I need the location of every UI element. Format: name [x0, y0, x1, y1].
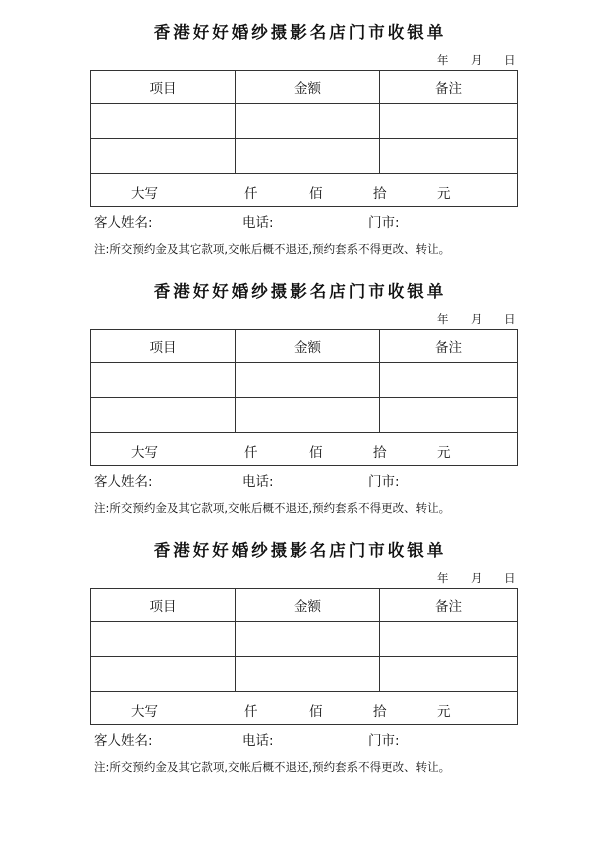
date-month-label: 月 [471, 571, 483, 585]
unit-yuan: 元 [437, 186, 451, 202]
column-header-remarks: 备注 [380, 330, 518, 363]
receipt-form-3 [0, 518, 600, 774]
unit-ten: 拾 [373, 186, 387, 202]
item-cell[interactable] [91, 398, 236, 433]
table-header-row [91, 330, 518, 363]
policy-note: 注:所交预约金及其它款项,交帐后概不退还,预约套系不得更改、转让。 [94, 242, 451, 256]
date-year-label: 年 [437, 312, 449, 326]
form-title: 香港好好婚纱摄影名店门市收银单 [153, 282, 447, 301]
receipt-table [90, 70, 518, 207]
unit-thousand: 仟 [244, 704, 258, 720]
unit-ten: 拾 [373, 445, 387, 461]
date-year-label: 年 [437, 53, 449, 67]
receipt-form-1 [0, 0, 600, 256]
column-header-item: 项目 [91, 589, 236, 622]
table-row [91, 657, 518, 692]
remarks-cell[interactable] [380, 139, 518, 174]
remarks-cell[interactable] [380, 363, 518, 398]
policy-note: 注:所交预约金及其它款项,交帐后概不退还,预约套系不得更改、转让。 [94, 501, 451, 515]
phone-field[interactable]: 电话: [242, 474, 274, 490]
remarks-cell[interactable] [380, 398, 518, 433]
amount-cell[interactable] [236, 622, 380, 657]
amount-cell[interactable] [236, 104, 380, 139]
item-cell[interactable] [91, 363, 236, 398]
amount-cell[interactable] [236, 398, 380, 433]
table-row [91, 363, 518, 398]
amount-cell[interactable] [236, 657, 380, 692]
form-title: 香港好好婚纱摄影名店门市收银单 [153, 541, 447, 560]
remarks-cell[interactable] [380, 622, 518, 657]
remarks-cell[interactable] [380, 104, 518, 139]
customer-name-field[interactable]: 客人姓名: [94, 733, 153, 749]
amount-cell[interactable] [236, 139, 380, 174]
receipt-table [90, 588, 518, 725]
table-row [91, 139, 518, 174]
column-header-amount: 金额 [236, 330, 380, 363]
phone-field[interactable]: 电话: [242, 215, 274, 231]
customer-name-field[interactable]: 客人姓名: [94, 474, 153, 490]
store-field[interactable]: 门市: [368, 474, 400, 490]
item-cell[interactable] [91, 104, 236, 139]
column-header-amount: 金额 [236, 589, 380, 622]
item-cell[interactable] [91, 622, 236, 657]
column-header-item: 项目 [91, 330, 236, 363]
column-header-item: 项目 [91, 71, 236, 104]
table-header-row [91, 71, 518, 104]
date-month-label: 月 [471, 53, 483, 67]
date-day-label: 日 [504, 571, 516, 585]
unit-thousand: 仟 [244, 186, 258, 202]
unit-hundred: 佰 [309, 445, 323, 461]
store-field[interactable]: 门市: [368, 733, 400, 749]
item-cell[interactable] [91, 139, 236, 174]
phone-field[interactable]: 电话: [242, 733, 274, 749]
remarks-cell[interactable] [380, 657, 518, 692]
table-row [91, 104, 518, 139]
total-row [91, 433, 518, 466]
unit-ten: 拾 [373, 704, 387, 720]
unit-yuan: 元 [437, 704, 451, 720]
amount-cell[interactable] [236, 363, 380, 398]
total-label: 大写 [131, 445, 158, 461]
total-amount-cell[interactable] [91, 692, 518, 725]
receipt-table [90, 329, 518, 466]
form-title: 香港好好婚纱摄影名店门市收银单 [153, 23, 447, 42]
total-amount-cell[interactable] [91, 433, 518, 466]
unit-hundred: 佰 [309, 704, 323, 720]
total-label: 大写 [131, 704, 158, 720]
customer-name-field[interactable]: 客人姓名: [94, 215, 153, 231]
unit-yuan: 元 [437, 445, 451, 461]
date-day-label: 日 [504, 53, 516, 67]
total-row [91, 692, 518, 725]
policy-note: 注:所交预约金及其它款项,交帐后概不退还,预约套系不得更改、转让。 [94, 760, 451, 774]
total-amount-cell[interactable] [91, 174, 518, 207]
column-header-amount: 金额 [236, 71, 380, 104]
column-header-remarks: 备注 [380, 71, 518, 104]
date-year-label: 年 [437, 571, 449, 585]
store-field[interactable]: 门市: [368, 215, 400, 231]
total-row [91, 174, 518, 207]
table-header-row [91, 589, 518, 622]
total-label: 大写 [131, 186, 158, 202]
unit-hundred: 佰 [309, 186, 323, 202]
table-row [91, 622, 518, 657]
unit-thousand: 仟 [244, 445, 258, 461]
table-row [91, 398, 518, 433]
date-month-label: 月 [471, 312, 483, 326]
column-header-remarks: 备注 [380, 589, 518, 622]
receipt-form-2 [0, 259, 600, 515]
date-day-label: 日 [504, 312, 516, 326]
item-cell[interactable] [91, 657, 236, 692]
